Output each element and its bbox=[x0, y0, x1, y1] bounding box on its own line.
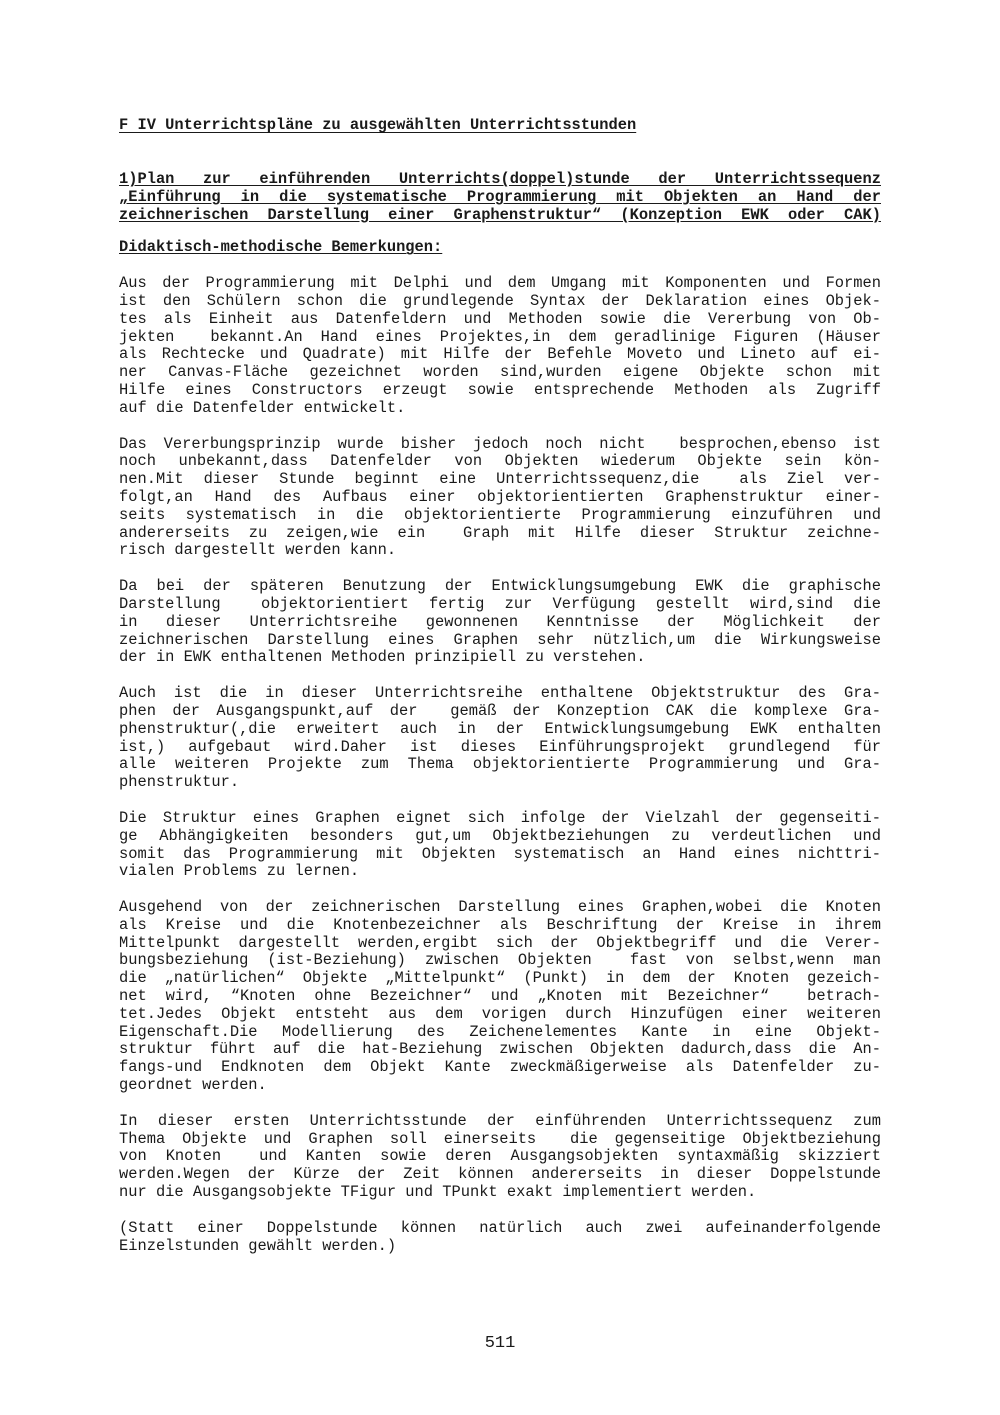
text-line: Die Struktur eines Graphen eignet sich infolge der Vielzahl der gegenseiti- bbox=[119, 809, 881, 827]
text-line: Darstellung objektorientiert fertig zur Verfügung gestellt wird,sind die bbox=[119, 595, 881, 613]
text-line: die „natürlichen“ Objekte „Mittelpunkt“ (Punkt) in dem der Knoten gezeich- bbox=[119, 970, 881, 988]
plan-title-line: „Einführung in die systematische Programmierung mit Objekten an Hand der bbox=[119, 188, 881, 206]
paragraph-8 bbox=[119, 1220, 881, 1256]
text-line: von Knoten und Kanten sowie deren Ausgangsobjekten syntaxmäßig skizziert bbox=[119, 1148, 881, 1166]
text-line: noch unbekannt,dass Datenfelder von Objekten wiederum Objekte sein kön- bbox=[119, 453, 881, 471]
text-line: ge Abhängigkeiten besonders gut,um Objektbeziehungen zu verdeutlichen und bbox=[119, 827, 881, 845]
plan-title-line: zeichnerischen Darstellung einer Graphenstruktur“ (Konzeption EWK oder CAK) bbox=[119, 206, 881, 224]
text-line: Hilfe eines Constructors erzeugt sowie entsprechende Methoden als Zugriff bbox=[119, 381, 881, 399]
text-line: tes als Einheit aus Datenfeldern und Methoden sowie die Vererbung von Ob- bbox=[119, 310, 881, 328]
text-line: tet.Jedes Objekt entsteht aus dem vorigen durch Hinzufügen einer weiteren bbox=[119, 1005, 881, 1023]
text-line: phenstruktur. bbox=[119, 774, 240, 792]
text-line: alle weiteren Projekte zum Thema objektorientierte Programmierung und Gra- bbox=[119, 756, 881, 774]
paragraph-2 bbox=[119, 436, 881, 561]
text-line: als Rechtecke und Quadrate) mit Hilfe der Befehle Moveto und Lineto auf ei- bbox=[119, 346, 881, 364]
document-page bbox=[119, 116, 881, 1255]
text-line: nur die Ausgangsobjekte TFigur und TPunkt exakt implementiert werden. bbox=[119, 1184, 757, 1202]
text-line: folgt,an Hand des Aufbaus einer objektorientierten Graphenstruktur einer- bbox=[119, 488, 881, 506]
text-line: ist,) aufgebaut wird.Daher ist dieses Einführungsprojekt grundlegend für bbox=[119, 738, 881, 756]
paragraph-3 bbox=[119, 578, 881, 667]
paragraph-7 bbox=[119, 1113, 881, 1202]
text-line: Mittelpunkt dargestellt werden,ergibt sich der Objektbegriff und die Verer- bbox=[119, 934, 881, 952]
text-line: in dieser Unterrichtsreihe gewonnenen Kenntnisse der Möglichkeit der bbox=[119, 613, 881, 631]
text-line: phen der Ausgangspunkt,auf der gemäß der Konzeption CAK die komplexe Gra- bbox=[119, 702, 881, 720]
text-line: somit das Programmierung mit Objekten systematisch an Hand eines nichttri- bbox=[119, 845, 881, 863]
text-line: auf die Datenfelder entwickelt. bbox=[119, 399, 406, 417]
plan-title bbox=[119, 171, 881, 224]
text-line: Ausgehend von der zeichnerischen Darstellung eines Graphen,wobei die Knoten bbox=[119, 899, 881, 917]
page-number: 511 bbox=[484, 1334, 516, 1353]
text-line: werden.Wegen der Kürze der Zeit können andererseits in dieser Doppelstunde bbox=[119, 1166, 881, 1184]
paragraph-1 bbox=[119, 275, 881, 417]
text-line: nen.Mit dieser Stunde beginnt eine Unterrichtssequenz,die als Ziel ver- bbox=[119, 471, 881, 489]
text-line: ist den Schülern schon die grundlegende Syntax der Deklaration eines Objek- bbox=[119, 292, 881, 310]
text-line: als Kreise und die Knotenbezeichner als Beschriftung der Kreise in ihrem bbox=[119, 916, 881, 934]
text-line: geordnet werden. bbox=[119, 1077, 267, 1095]
text-line: der in EWK enthaltenen Methoden prinzipiell zu verstehen. bbox=[119, 649, 646, 667]
text-line: phenstruktur(,die erweitert auch in der Entwicklungsumgebung EWK enthalten bbox=[119, 720, 881, 738]
plan-title-line: 1)Plan zur einführenden Unterrichts(doppel)stunde der Unterrichtssequenz bbox=[119, 171, 881, 188]
text-line: zeichnerischen Darstellung eines Graphen sehr nützlich,um die Wirkungsweise bbox=[119, 631, 881, 649]
text-line: Einzelstunden gewählt werden.) bbox=[119, 1237, 397, 1255]
text-line: Aus der Programmierung mit Delphi und dem Umgang mit Komponenten und Formen bbox=[119, 275, 881, 293]
text-line: vialen Problems zu lernen. bbox=[119, 863, 360, 881]
paragraph-5 bbox=[119, 810, 881, 881]
paragraph-4 bbox=[119, 685, 881, 792]
text-line: ner Canvas-Fläche gezeichnet worden sind,wurden eigene Objekte schon mit bbox=[119, 364, 881, 382]
text-line: risch dargestellt werden kann. bbox=[119, 542, 397, 560]
text-line: Das Vererbungsprinzip wurde bisher jedoch noch nicht besprochen,ebenso ist bbox=[119, 435, 881, 453]
text-line: jekten bekannt.An Hand eines Projektes,in dem geradlinige Figuren (Häuser bbox=[119, 328, 881, 346]
text-line: In dieser ersten Unterrichtsstunde der einführenden Unterrichtssequenz zum bbox=[119, 1112, 881, 1130]
text-line: seits systematisch in die objektorientierte Programmierung einzuführen und bbox=[119, 506, 881, 524]
text-line: struktur führt auf die hat-Beziehung zwischen Objekten dadurch,dass die An- bbox=[119, 1041, 881, 1059]
text-line: Auch ist die in dieser Unterrichtsreihe enthaltene Objektstruktur des Gra- bbox=[119, 685, 881, 703]
subheading: Didaktisch-methodische Bemerkungen: bbox=[119, 239, 443, 257]
text-line: Thema Objekte und Graphen soll einerseits die gegenseitige Objektbeziehung bbox=[119, 1130, 881, 1148]
text-line: net wird, “Knoten ohne Bezeichner“ und „Knoten mit Bezeichner“ betrach- bbox=[119, 988, 881, 1006]
text-line: (Statt einer Doppelstunde können natürlich auch zwei aufeinanderfolgende bbox=[119, 1219, 881, 1237]
text-line: fangs-und Endknoten dem Objekt Kante zweckmäßigerweise als Datenfelder zu- bbox=[119, 1059, 881, 1077]
text-line: Da bei der späteren Benutzung der Entwicklungsumgebung EWK die graphische bbox=[119, 578, 881, 596]
text-line: bungsbeziehung (ist-Beziehung) zwischen Objekten fast von selbst,wenn man bbox=[119, 952, 881, 970]
paragraph-6 bbox=[119, 899, 881, 1095]
text-line: Eigenschaft.Die Modellierung des Zeichenelementes Kante in eine Objekt- bbox=[119, 1023, 881, 1041]
chapter-heading: F IV Unterrichtspläne zu ausgewählten Unterrichtsstunden bbox=[119, 116, 637, 134]
text-line: andererseits zu zeigen,wie ein Graph mit Hilfe dieser Struktur zeichne- bbox=[119, 524, 881, 542]
